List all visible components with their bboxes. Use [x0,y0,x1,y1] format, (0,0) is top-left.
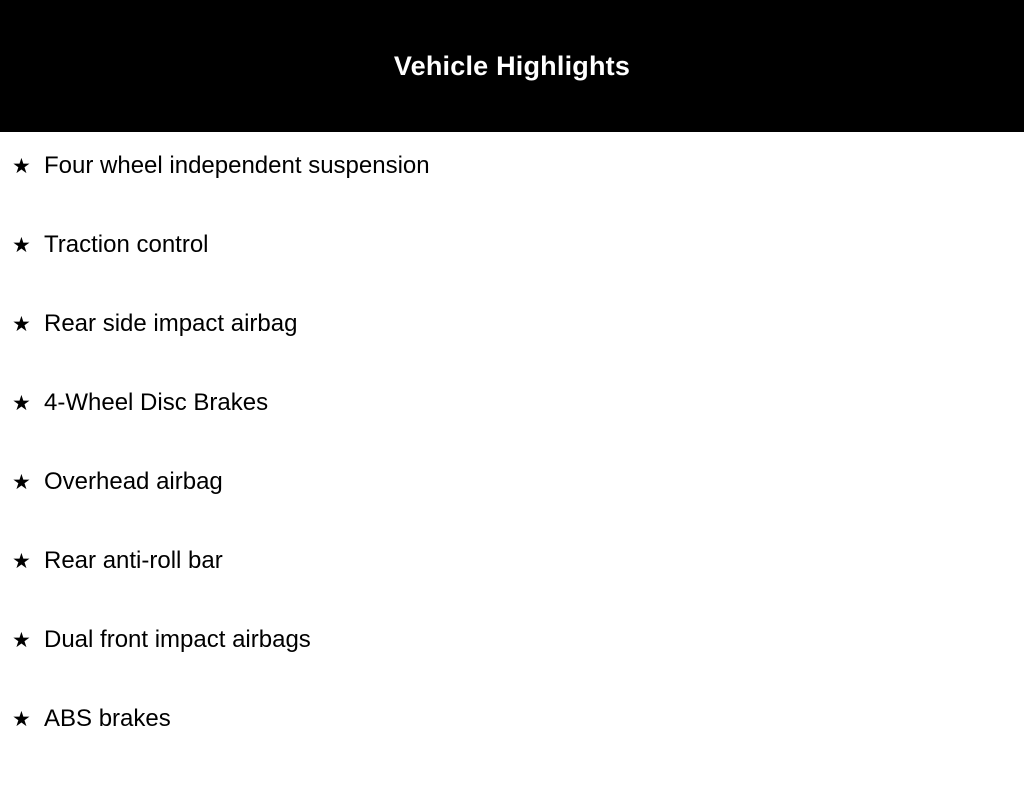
star-bullet-icon: ★ [12,392,31,415]
page-header [0,0,1024,132]
star-bullet-icon: ★ [12,471,31,494]
vehicle-highlights-list [0,132,1024,786]
list-item [0,549,1024,628]
list-item-label: Four wheel independent suspension [44,152,430,179]
list-item [0,312,1024,391]
star-bullet-icon: ★ [12,550,31,573]
list-item [0,707,1024,786]
list-item-label: Rear anti-roll bar [44,547,223,574]
star-bullet-icon: ★ [12,708,31,731]
star-bullet-icon: ★ [12,155,31,178]
list-item [0,628,1024,707]
list-item [0,233,1024,312]
list-item-label: Overhead airbag [44,468,223,495]
list-item-label: Dual front impact airbags [44,626,311,653]
list-item-label: 4-Wheel Disc Brakes [44,389,269,416]
star-bullet-icon: ★ [12,234,31,257]
star-bullet-icon: ★ [12,629,31,652]
page-title: Vehicle Highlights [393,50,631,81]
list-item-label: ABS brakes [44,705,171,732]
list-item [0,391,1024,470]
star-bullet-icon: ★ [12,313,31,336]
list-item-label: Rear side impact airbag [44,310,298,337]
list-item [0,154,1024,233]
list-item-label: Traction control [44,231,209,258]
list-item [0,470,1024,549]
